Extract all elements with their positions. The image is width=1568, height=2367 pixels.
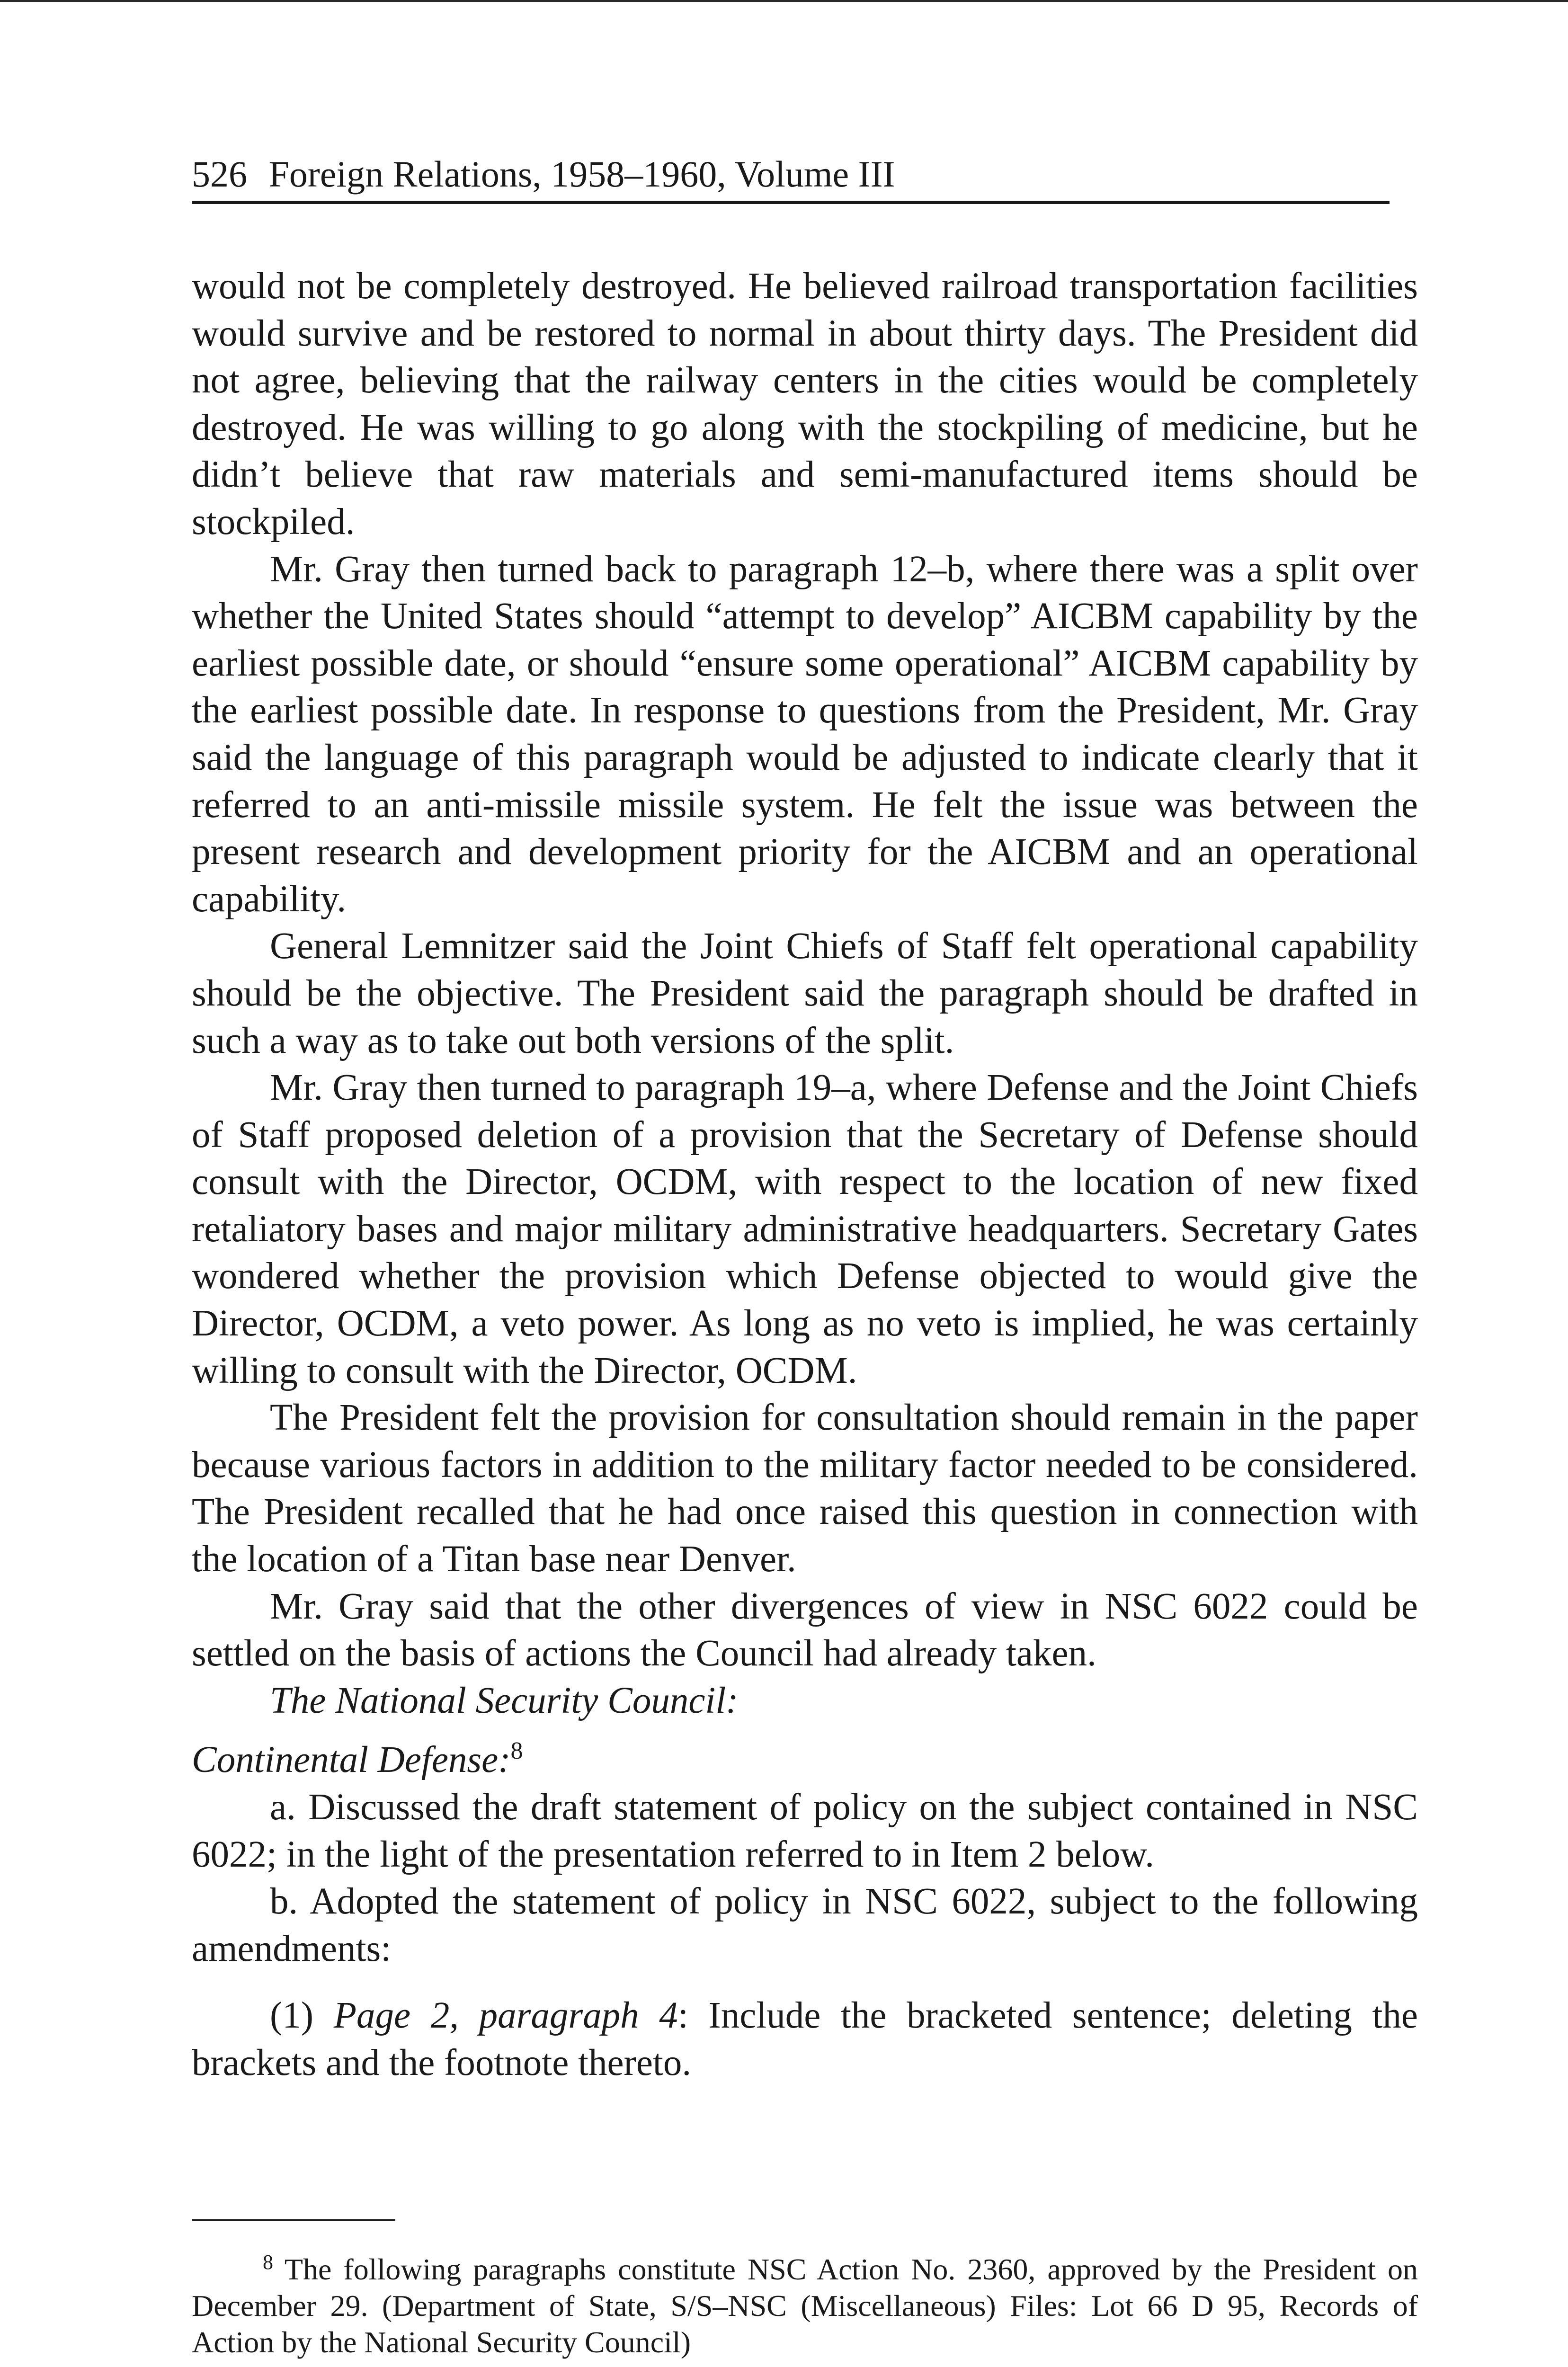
footnote	[192, 2251, 1418, 2360]
council-heading: The National Security Council:	[270, 1680, 739, 1721]
amendment-1-text: : Include the bracketed sentence; deleting the brackets and the footnote thereto.	[192, 1995, 1418, 2083]
footnote-ref: 8	[510, 1737, 523, 1765]
paragraph-4: Mr. Gray then turned to paragraph 19–a, where Defense and the Joint Chiefs of Staff proposed deletion of a provision that the Secretary of Defense should consult with the Director, OCDM, with respect to the location of new fixed retaliatory bases and major military administrative headquarters. Secretary Gates wondered whether the provision which Defense objected to would give the Director, OCDM, a veto power. As long as no veto is implied, he was certainly willing to consult with the Director, OCDM.	[192, 1067, 1418, 1391]
section-heading-text: Continental Defense:	[192, 1739, 511, 1781]
header-rule	[192, 201, 1390, 204]
footnote-rule	[192, 2219, 395, 2221]
section-heading	[192, 1736, 1418, 1784]
action-b: b. Adopted the statement of policy in NSC 6022, subject to the following amendments:	[192, 1881, 1418, 1969]
page-number: 526	[192, 153, 247, 195]
paragraph-1: would not be completely destroyed. He believed railroad transportation facilities would survive and be restored to normal in about thirty days. The President did not agree, believing that the railway centers in the cities would be completely destroyed. He was willing to go along with the stockpiling of medicine, but he didn’t believe that raw materials and semi-manufactured items should be stockpiled.	[192, 266, 1418, 543]
paragraph-5: The President felt the provision for consultation should remain in the paper because various factors in addition to the military factor needed to be considered. The President recalled that he had once raised this question in connection with the location of a Titan base near Denver.	[192, 1397, 1418, 1580]
amendment-1-location: Page 2, paragraph 4	[333, 1995, 678, 2037]
footnote-number: 8	[263, 2251, 273, 2274]
running-head	[192, 151, 1390, 198]
paragraph-3: General Lemnitzer said the Joint Chiefs of Staff felt operational capability should be the objective. The President said the paragraph should be drafted in such a way as to take out both versions of the split.	[192, 925, 1418, 1061]
action-a: a. Discussed the draft statement of policy on the subject contained in NSC 6022; in the light of the presentation referred to in Item 2 below.	[192, 1787, 1418, 1875]
paragraph-2: Mr. Gray then turned back to paragraph 12–b, where there was a split over whether the United States should “attempt to develop” AICBM capability by the earliest possible date, or should “ensure some operational” AICBM capability by the earliest possible date. In response to questions from the President, Mr. Gray said the language of this paragraph would be adjusted to indicate clearly that it referred to an anti-missile missile system. He felt the issue was between the present research and development priority for the AICBM and an operational capability.	[192, 548, 1418, 920]
scan-top-edge	[0, 0, 1568, 2]
paragraph-6: Mr. Gray said that the other divergences of view in NSC 6022 could be settled on the basis of actions the Council had already taken.	[192, 1585, 1418, 1674]
running-title: Foreign Relations, 1958–1960, Volume III	[268, 153, 895, 195]
footnote-text: The following paragraphs constitute NSC Action No. 2360, approved by the President on December 29. (Department of State, S/S–NSC (Miscellaneous) Files: Lot 66 D 95, Records of Action by the National Security Council)	[192, 2252, 1418, 2359]
amendment-1-number: (1)	[270, 1995, 314, 2037]
amendment-1	[192, 1992, 1418, 2086]
body-text	[192, 263, 1418, 2087]
footnote-paragraph	[192, 2251, 1418, 2360]
